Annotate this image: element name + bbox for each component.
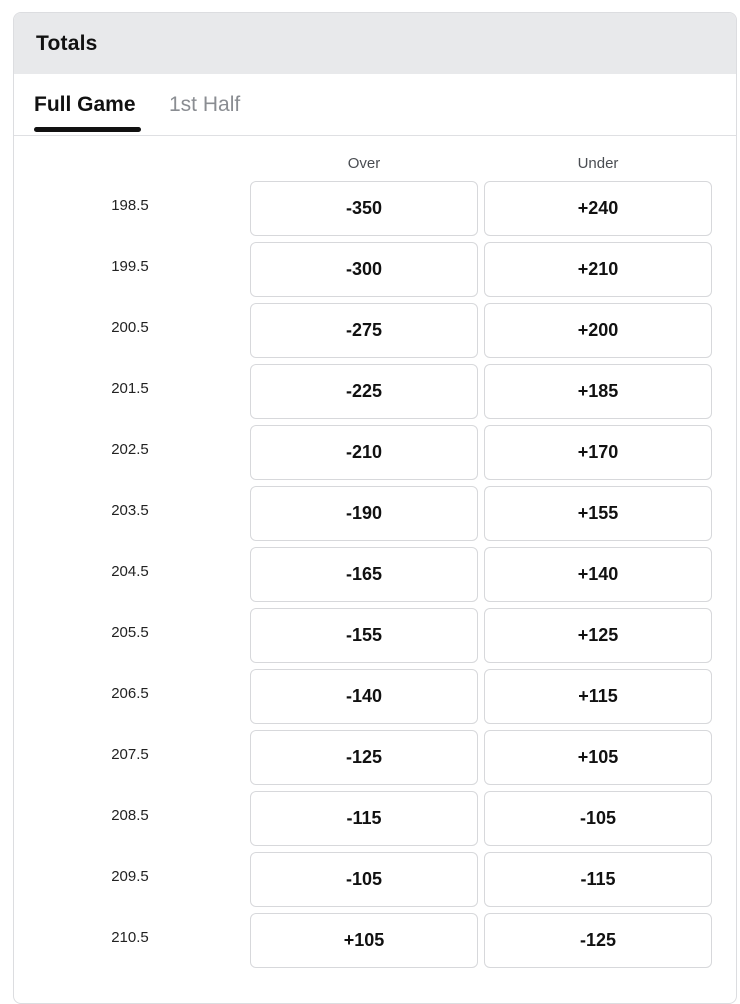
total-line-label: 200.5 (111, 319, 149, 336)
totals-row (14, 730, 736, 791)
total-line-label: 202.5 (111, 441, 149, 458)
column-headers (14, 136, 736, 181)
over-column-header: Over (347, 155, 381, 172)
over-odds-button[interactable]: -115 (250, 791, 478, 846)
under-odds-button[interactable]: +105 (484, 730, 712, 785)
period-tabs (14, 74, 736, 136)
totals-row (14, 669, 736, 730)
over-odds-button[interactable]: -190 (250, 486, 478, 541)
totals-row (14, 242, 736, 303)
over-odds-button[interactable]: -155 (250, 608, 478, 663)
under-odds-button[interactable]: +140 (484, 547, 712, 602)
total-line-label: 198.5 (111, 197, 149, 214)
totals-row (14, 181, 736, 242)
total-line-label: 204.5 (111, 563, 149, 580)
over-odds-button[interactable]: -225 (250, 364, 478, 419)
totals-row (14, 303, 736, 364)
over-odds-button[interactable]: -350 (250, 181, 478, 236)
over-odds-button[interactable]: -275 (250, 303, 478, 358)
total-line-label: 205.5 (111, 624, 149, 641)
under-odds-button[interactable]: +155 (484, 486, 712, 541)
under-odds-button[interactable]: -105 (484, 791, 712, 846)
tab-full-game[interactable]: Full Game (34, 93, 136, 116)
totals-row (14, 547, 736, 608)
totals-row (14, 608, 736, 669)
totals-list (14, 181, 736, 974)
under-odds-button[interactable]: +185 (484, 364, 712, 419)
totals-row (14, 364, 736, 425)
totals-row (14, 425, 736, 486)
total-line-label: 199.5 (111, 258, 149, 275)
over-odds-button[interactable]: -165 (250, 547, 478, 602)
under-odds-button[interactable]: +210 (484, 242, 712, 297)
under-odds-button[interactable]: +240 (484, 181, 712, 236)
under-column-header: Under (577, 155, 619, 172)
under-odds-button[interactable]: +125 (484, 608, 712, 663)
over-odds-button[interactable]: +105 (250, 913, 478, 968)
over-odds-button[interactable]: -210 (250, 425, 478, 480)
totals-row (14, 791, 736, 852)
total-line-label: 206.5 (111, 685, 149, 702)
over-odds-button[interactable]: -300 (250, 242, 478, 297)
total-line-label: 210.5 (111, 929, 149, 946)
total-line-label: 207.5 (111, 746, 149, 763)
under-odds-button[interactable]: -115 (484, 852, 712, 907)
active-tab-indicator (34, 127, 141, 132)
under-odds-button[interactable]: +170 (484, 425, 712, 480)
totals-row (14, 486, 736, 547)
total-line-label: 203.5 (111, 502, 149, 519)
under-odds-button[interactable]: +200 (484, 303, 712, 358)
total-line-label: 208.5 (111, 807, 149, 824)
totals-row (14, 852, 736, 913)
panel-header (14, 13, 736, 74)
under-odds-button[interactable]: -125 (484, 913, 712, 968)
total-line-label: 209.5 (111, 868, 149, 885)
totals-row (14, 913, 736, 974)
over-odds-button[interactable]: -105 (250, 852, 478, 907)
under-odds-button[interactable]: +115 (484, 669, 712, 724)
over-odds-button[interactable]: -125 (250, 730, 478, 785)
over-odds-button[interactable]: -140 (250, 669, 478, 724)
tab-1st-half[interactable]: 1st Half (169, 93, 241, 116)
total-line-label: 201.5 (111, 380, 149, 397)
totals-panel (13, 12, 737, 1004)
panel-title: Totals (36, 31, 98, 55)
